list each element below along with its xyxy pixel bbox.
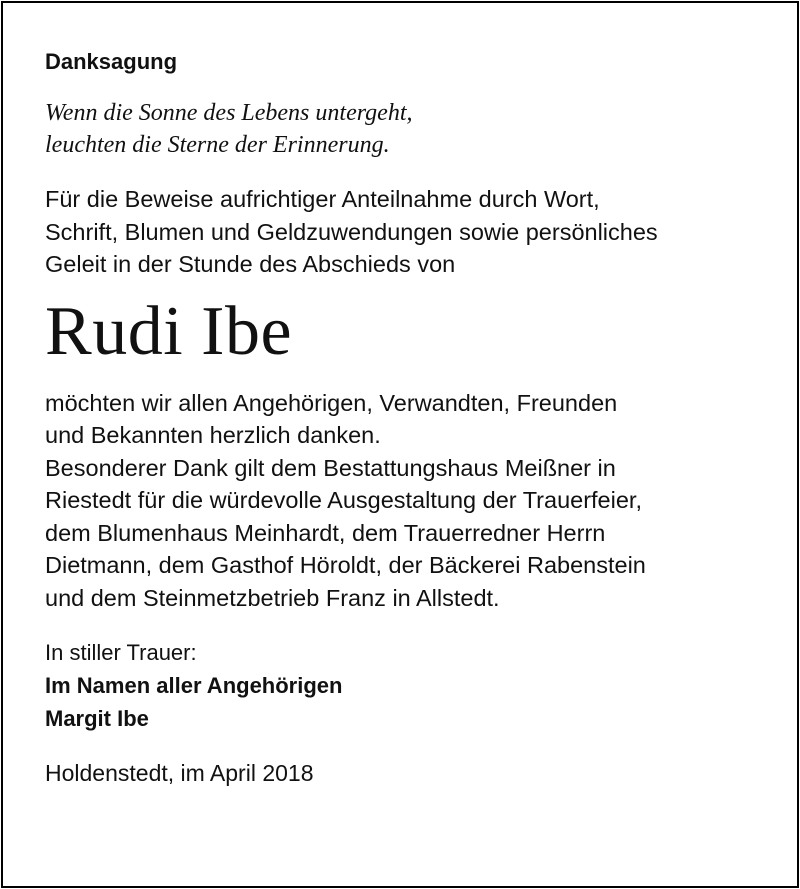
intro-line: Für die Beweise aufrichtiger Anteilnahme durch Wort,: [45, 186, 600, 212]
motto-line: Wenn die Sonne des Lebens untergeht,: [45, 100, 413, 126]
thanks-line: dem Blumenhaus Meinhardt, dem Trauerredner Herrn: [45, 519, 606, 546]
notice-border: [1, 1, 799, 888]
thanks-paragraph: [45, 387, 785, 615]
intro-paragraph: [45, 183, 785, 281]
thanks-line: und Bekannten herzlich danken.: [45, 422, 381, 448]
notice-heading: Danksagung: [45, 49, 178, 74]
motto-line: leuchten die Sterne der Erinnerung.: [45, 132, 390, 158]
motto-quote: [45, 97, 785, 161]
deceased-name: Rudi Ibe: [45, 292, 293, 370]
signatory-name: Margit Ibe: [45, 706, 149, 731]
thanks-line: Riestedt für die würdevolle Ausgestaltung der Trauerfeier,: [45, 487, 642, 513]
place-date: Holdenstedt, im April 2018: [45, 760, 314, 786]
notice-content: [45, 47, 785, 789]
intro-line: Schrift, Blumen und Geldzuwendungen sowie persönliches: [45, 218, 658, 245]
thanks-line: möchten wir allen Angehörigen, Verwandten, Freunden: [45, 389, 618, 416]
signature-block: [45, 636, 785, 735]
intro-line: Geleit in der Stunde des Abschieds von: [45, 251, 456, 277]
thanks-line: Dietmann, dem Gasthof Höroldt, der Bäckerei Rabenstein: [45, 552, 646, 578]
mourning-line: In stiller Trauer:: [45, 640, 197, 665]
family-line: Im Namen aller Angehörigen: [45, 673, 343, 698]
thanks-line: und dem Steinmetzbetrieb Franz in Allstedt.: [45, 584, 500, 611]
thanks-line: Besonderer Dank gilt dem Bestattungshaus Meißner in: [45, 454, 616, 481]
